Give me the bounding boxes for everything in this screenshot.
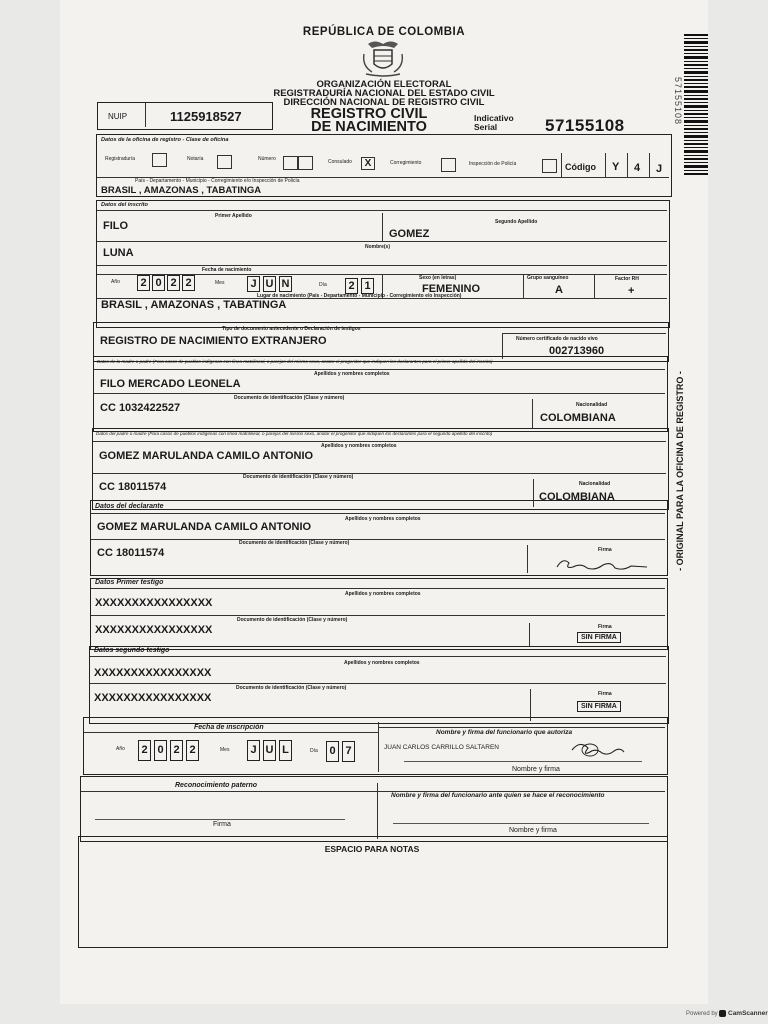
segundo-apellido-label: Segundo Apellido: [495, 219, 538, 225]
opt-corregimiento: Corregimiento: [390, 160, 422, 166]
nac-anio-2: 0: [152, 275, 165, 291]
primer-apellido: FILO: [103, 220, 129, 232]
testigo1-caption: Datos Primer testigo: [95, 579, 164, 586]
padre-nombres-label: Apellidos y nombres completos: [321, 443, 397, 449]
codigo-label: Código: [565, 162, 596, 172]
republica-title: REPÚBLICA DE COLOMBIA: [302, 26, 466, 38]
checkbox-inspeccion: [542, 159, 557, 173]
checkbox-notaria: [217, 155, 232, 169]
opt-registraduria: Registraduría: [105, 156, 136, 162]
lugar-nacimiento-label: Lugar de nacimiento (País - Departamento - Municipio - Corregimiento e/o Inspección): [257, 293, 462, 299]
opt-consulado: Consulado: [328, 159, 352, 165]
padre-doc-label: Documento de identificación (Clase y número): [243, 474, 354, 480]
declarante-doc-label: Documento de identificación (Clase y número): [239, 540, 350, 546]
madre-nac-label: Nacionalidad: [576, 402, 608, 408]
sexo: FEMENINO: [422, 283, 481, 295]
nuip-box: [97, 102, 273, 130]
nac-dia-label: Día: [319, 282, 327, 288]
tipo-documento-label: Tipo de documento antecedente o Declaración de testigos: [222, 326, 361, 332]
nac-anio-label: Año: [111, 279, 120, 285]
testigo1-section: [90, 578, 668, 650]
indicativo-label: Indicativo: [474, 113, 514, 123]
testigo2-sin-firma-stamp: SIN FIRMA: [577, 701, 621, 712]
opt-notaria: Notaría: [187, 156, 204, 162]
oficina-lugar-caption: País - Departamento - Municipio - Corregimiento e/o Inspección de Policía: [135, 178, 300, 184]
notas-label: ESPACIO PARA NOTAS: [324, 844, 420, 854]
lugar-nacimiento: BRASIL , AMAZONAS , TABATINGA: [101, 299, 287, 311]
nac-mes-1: J: [247, 276, 260, 292]
org-line-1: ORGANIZACIÓN ELECTORAL: [316, 79, 452, 90]
padre-caption: Datos del padre o madre (Para casos de pueblos indígenas con línea matrilineal, o parejas del mismo sexo, anotar el progenitor que indiquen los declarantes para el segundo apellido del inscrito): [96, 431, 493, 436]
testigo2-nombre: XXXXXXXXXXXXXXXX: [94, 667, 212, 679]
madre-nombres-label: Apellidos y nombres completos: [314, 371, 390, 377]
checkbox-registraduria: [152, 153, 167, 167]
reconocimiento-label: Reconocimiento paterno: [175, 782, 258, 789]
funcionario-nombre: JUAN CARLOS CARRILLO SALTAREN: [384, 744, 499, 751]
oficina-lugar: BRASIL , AMAZONAS , TABATINGA: [101, 185, 262, 196]
factor-rh: +: [628, 285, 635, 297]
side-original-text: - ORIGINAL PARA LA OFICINA DE REGISTRO -: [675, 371, 685, 571]
inscripcion-section: [83, 717, 668, 775]
powered-by-label: Powered by: [686, 1011, 718, 1017]
nuip-label: NUIP: [108, 112, 128, 121]
insc-mes-label: Mes: [220, 747, 230, 753]
testigo1-sin-firma-stamp: SIN FIRMA: [577, 632, 621, 643]
nuip-value: 1125918527: [170, 109, 242, 124]
testigo2-caption: Datos segundo testigo: [94, 647, 170, 654]
insc-mes-1: J: [247, 740, 260, 761]
insc-dia-2: 7: [342, 741, 355, 762]
codigo-2: 4: [634, 162, 641, 174]
checkbox-numero-1: [283, 156, 298, 170]
reconocimiento-func-label: Nombre y firma del funcionario ante quien se hace el reconocimiento: [391, 792, 605, 799]
declarante-documento: CC 18011574: [97, 547, 165, 559]
certificado-label: Número certificado de nacido vivo: [516, 336, 598, 342]
declarante-section: [90, 500, 668, 576]
camscanner-logo-icon: [719, 1010, 726, 1017]
opt-inspeccion: Inspección de Policía: [469, 161, 517, 167]
insc-mes-3: L: [279, 740, 292, 761]
reconocimiento-firma-label: Firma: [213, 821, 231, 828]
sexo-label: Sexo (en letras): [419, 275, 457, 281]
declarante-nombres-label: Apellidos y nombres completos: [345, 516, 421, 522]
madre-documento: CC 1032422527: [100, 402, 181, 414]
funcionario-signature-icon: [566, 738, 626, 762]
document-page: [60, 0, 708, 1004]
declarante-firma-label: Firma: [598, 547, 612, 553]
madre-doc-label: Documento de identificación (Clase y número): [234, 395, 345, 401]
testigo1-nombre: XXXXXXXXXXXXXXXX: [95, 597, 213, 609]
certificado-nacido-vivo: 002713960: [549, 345, 605, 357]
padre-nombre: GOMEZ MARULANDA CAMILO ANTONIO: [99, 450, 314, 462]
padre-nac-label: Nacionalidad: [579, 481, 611, 487]
insc-anio-label: Año: [116, 746, 125, 752]
oficina-caption: Datos de la oficina de registro - Clase de oficina: [101, 137, 229, 143]
doc-title-line2: DE NACIMIENTO: [311, 119, 427, 135]
nac-dia-1: 2: [345, 278, 358, 294]
notas-section: [78, 836, 668, 948]
testigo2-doc-label: Documento de identificación (Clase y número): [236, 685, 347, 691]
nac-anio-3: 2: [167, 275, 180, 291]
testigo2-section: [89, 646, 669, 724]
insc-dia-1: 0: [326, 741, 339, 762]
nac-anio-1: 2: [137, 275, 150, 291]
checkbox-consulado: X: [361, 157, 375, 170]
inscrito-section: [96, 200, 670, 328]
serial-label: Serial: [474, 122, 498, 132]
nac-mes-label: Mes: [215, 280, 225, 286]
fecha-nacimiento-label: Fecha de nacimiento: [202, 267, 252, 273]
declarante-caption: Datos del declarante: [95, 503, 164, 510]
org-line-3: DIRECCIÓN NACIONAL DE REGISTRO CIVIL: [283, 97, 485, 108]
grupo-sanguineo: A: [555, 284, 563, 296]
reconocimiento-nyf-label: Nombre y firma: [509, 827, 557, 834]
testigo2-firma-label: Firma: [598, 691, 612, 697]
madre-section: [93, 356, 668, 432]
serial-number: 57155108: [545, 116, 625, 135]
madre-caption: Datos de la madre o padre (Para casos de pueblos indígenas con línea matrilineal, o parejas del mismo sexo, anotar el progenitor que indiquen los declarantes para el primer apellido del inscrito): [97, 359, 493, 364]
funcionario-label: Nombre y firma del funcionario que autoriza: [436, 729, 573, 736]
fecha-inscripcion-label: Fecha de inscripción: [194, 724, 264, 731]
oficina-section: [96, 134, 672, 197]
barcode-icon: [684, 34, 708, 178]
camscanner-brand: CamScanner: [728, 1010, 768, 1017]
segundo-apellido: GOMEZ: [389, 228, 430, 240]
nombres-label: Nombre(s): [365, 244, 391, 250]
insc-mes-2: U: [263, 740, 276, 761]
padre-section: [92, 428, 669, 510]
checkbox-numero-2: [298, 156, 313, 170]
inscrito-caption: Datos del inscrito: [101, 202, 148, 208]
grupo-sanguineo-label: Grupo sanguíneo: [527, 275, 569, 281]
nombres: LUNA: [103, 247, 134, 259]
org-line-2: REGISTRADURÍA NACIONAL DEL ESTADO CIVIL: [273, 88, 495, 99]
checkbox-corregimiento: [441, 158, 456, 172]
factor-rh-label: Factor RH: [615, 276, 639, 282]
nac-dia-2: 1: [361, 278, 374, 294]
testigo2-nombres-label: Apellidos y nombres completos: [344, 660, 420, 666]
madre-nacionalidad: COLOMBIANA: [540, 412, 616, 424]
nac-anio-4: 2: [182, 275, 195, 291]
declarante-signature-icon: [553, 555, 653, 575]
declarante-nombre: GOMEZ MARULANDA CAMILO ANTONIO: [97, 521, 312, 533]
padre-nacionalidad: COLOMBIANA: [539, 491, 615, 503]
primer-apellido-label: Primer Apellido: [215, 213, 252, 219]
testigo2-documento: XXXXXXXXXXXXXXXX: [94, 692, 212, 704]
testigo1-documento: XXXXXXXXXXXXXXXX: [95, 624, 213, 636]
opt-numero: Número: [258, 156, 276, 162]
madre-nombre: FILO MERCADO LEONELA: [100, 378, 241, 390]
tipo-documento: REGISTRO DE NACIMIENTO EXTRANJERO: [100, 335, 327, 347]
funcionario-nyf-label: Nombre y firma: [512, 766, 560, 773]
side-serial: 57155108: [673, 76, 683, 126]
reconocimiento-section: [80, 776, 668, 842]
insc-dia-label: Día: [310, 748, 318, 754]
insc-anio-3: 2: [170, 740, 183, 761]
coat-of-arms-icon: [360, 38, 406, 78]
testigo1-nombres-label: Apellidos y nombres completos: [345, 591, 421, 597]
codigo-3: J: [656, 163, 663, 175]
insc-anio-4: 2: [186, 740, 199, 761]
padre-documento: CC 18011574: [99, 481, 167, 493]
insc-anio-2: 0: [154, 740, 167, 761]
insc-anio-1: 2: [138, 740, 151, 761]
nac-mes-2: U: [263, 276, 276, 292]
nac-mes-3: N: [279, 276, 292, 292]
testigo1-firma-label: Firma: [598, 624, 612, 630]
codigo-1: Y: [612, 161, 620, 173]
doc-title-line1: REGISTRO CIVIL: [310, 106, 428, 122]
testigo1-doc-label: Documento de identificación (Clase y número): [237, 617, 348, 623]
